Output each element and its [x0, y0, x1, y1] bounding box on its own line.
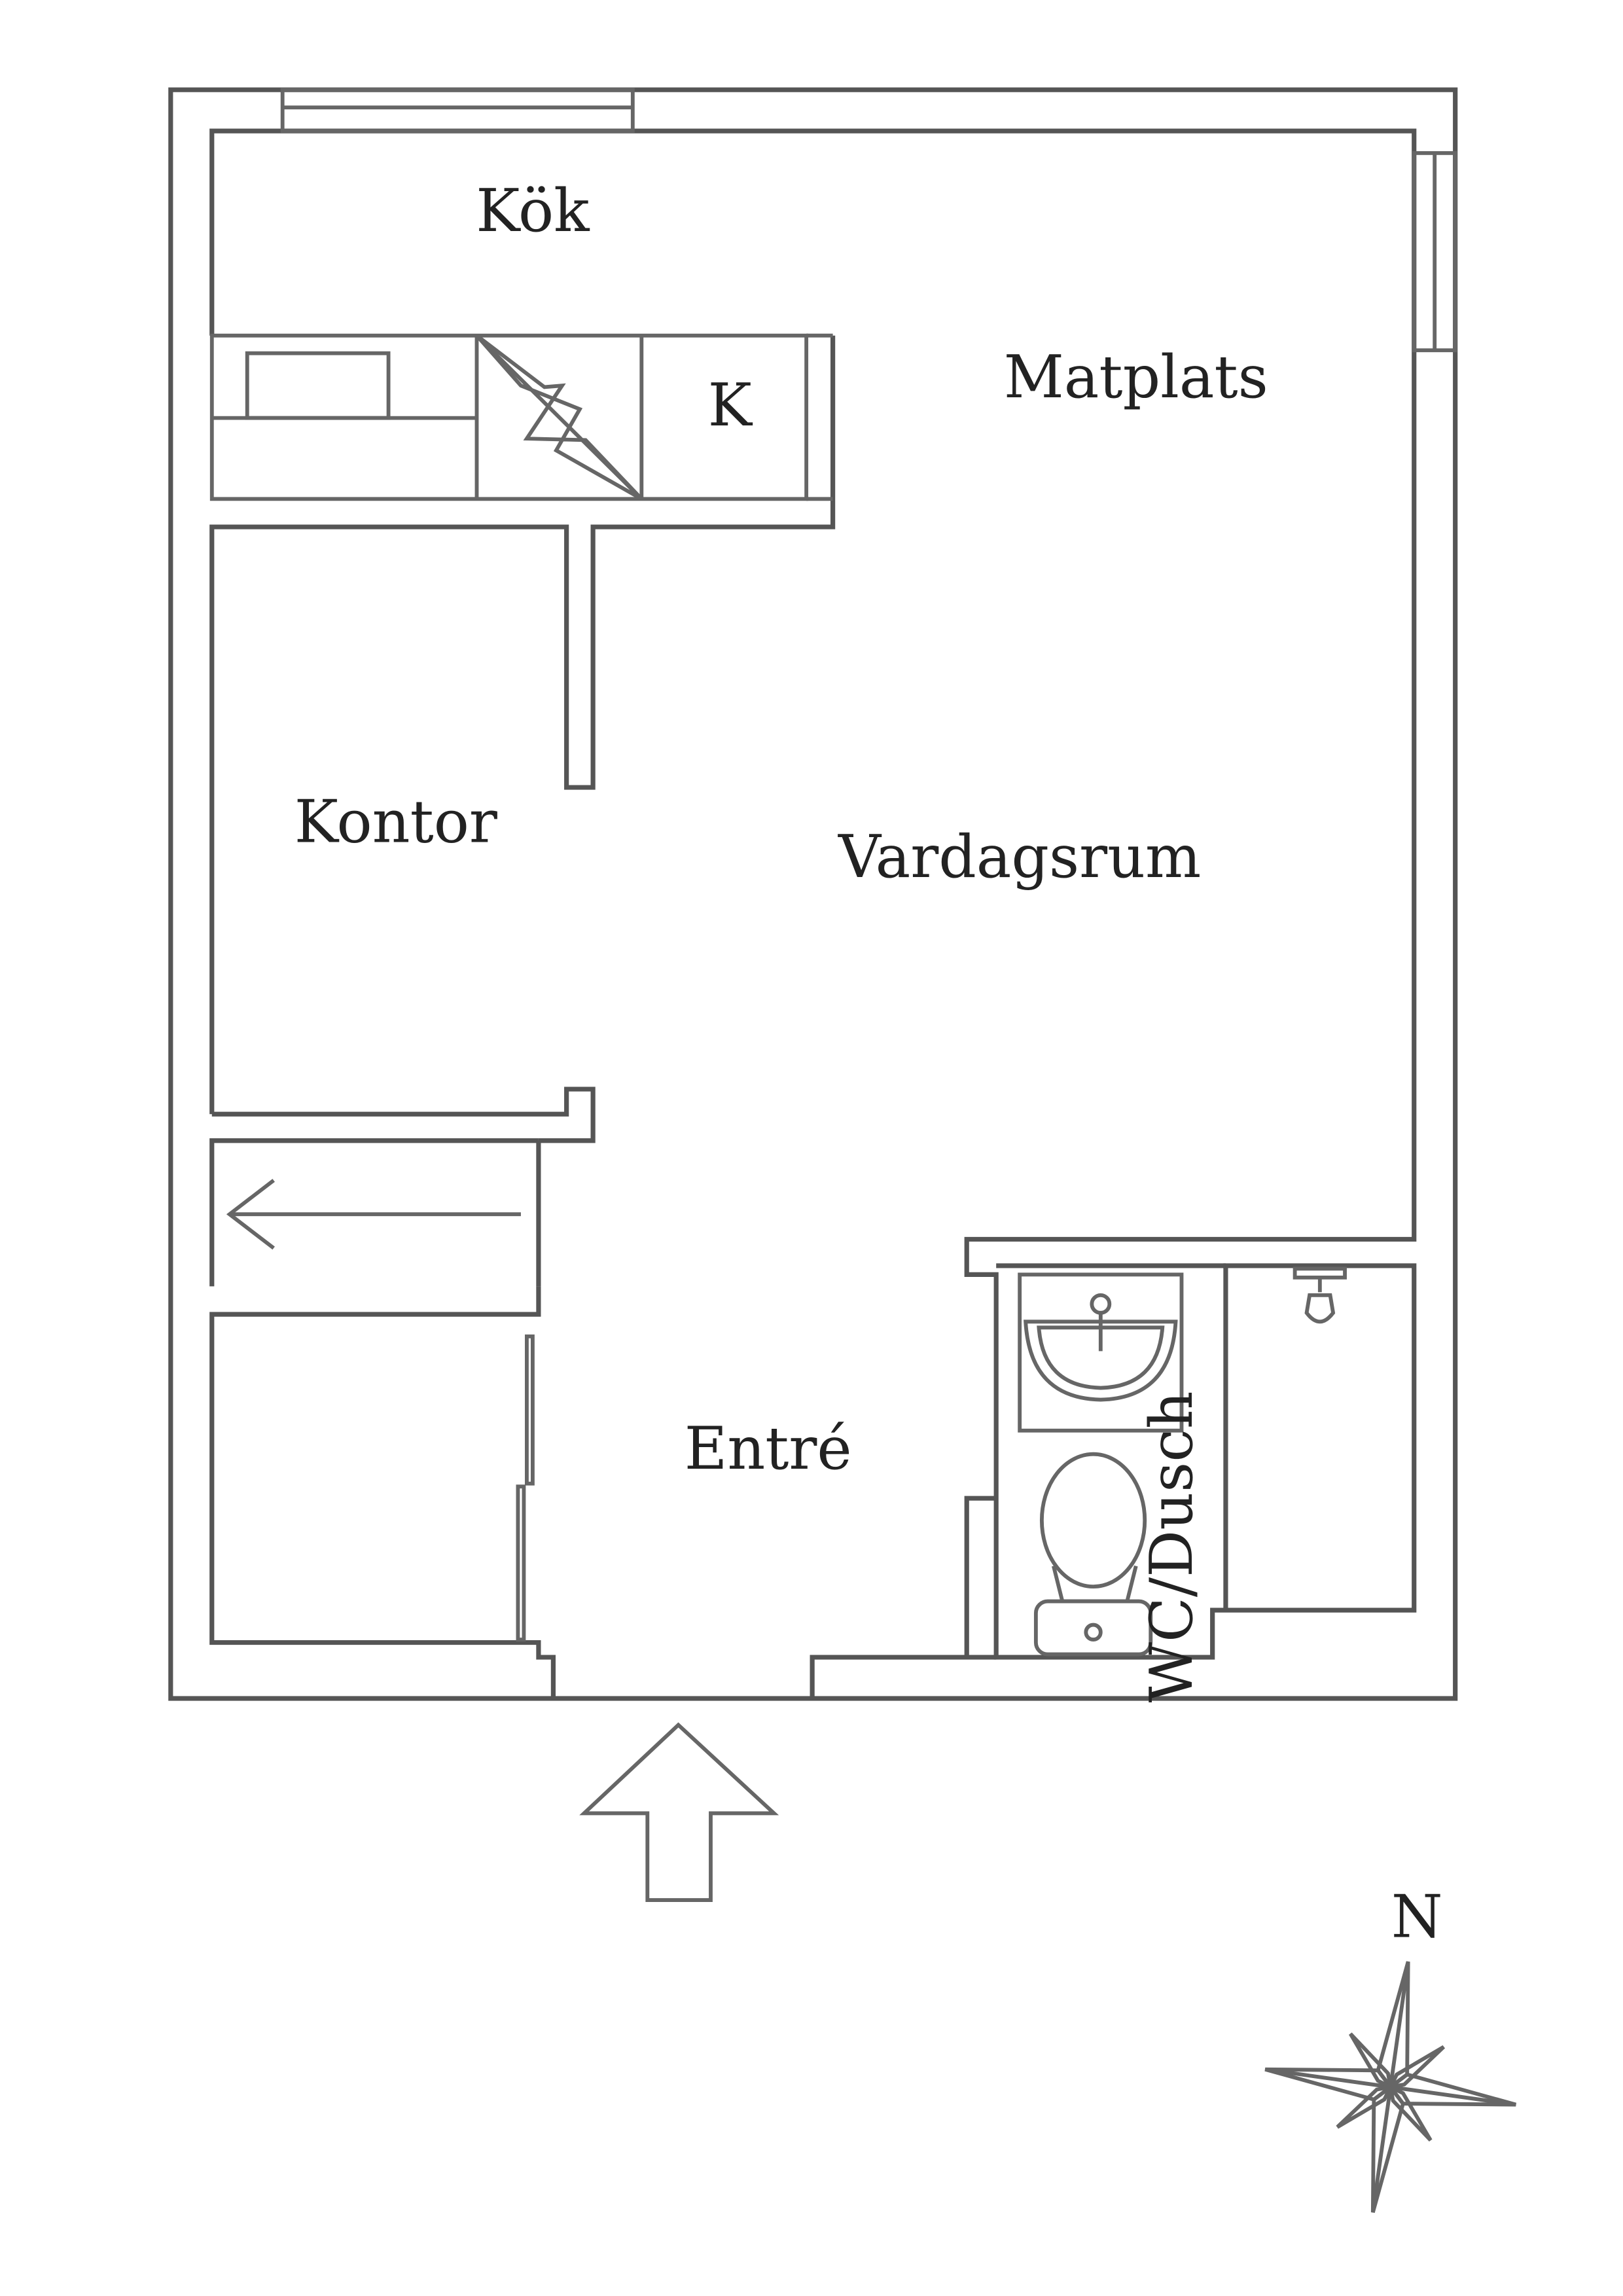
compass-rose-icon [1247, 1944, 1533, 2230]
label-bathroom: WC/Dusch [1138, 1391, 1207, 1703]
label-entry: Entré [684, 1415, 852, 1484]
stairs-arrow-icon [230, 1180, 521, 1247]
stove-lightning-icon [476, 336, 641, 499]
label-dining: Matplats [1003, 344, 1268, 412]
shower-head-icon [1295, 1268, 1345, 1321]
entrance-arrow-icon [584, 1725, 774, 1900]
label-fridge: K [707, 371, 752, 440]
label-kitchen: Kök [476, 177, 590, 246]
label-office: Kontor [294, 788, 497, 857]
closet-doors [518, 1336, 532, 1640]
window-north [283, 90, 633, 131]
label-living-room: Vardagsrum [838, 823, 1202, 892]
window-east [1414, 153, 1455, 350]
toilet-icon [1036, 1454, 1150, 1655]
compass-north-label: N [1391, 1883, 1443, 1952]
